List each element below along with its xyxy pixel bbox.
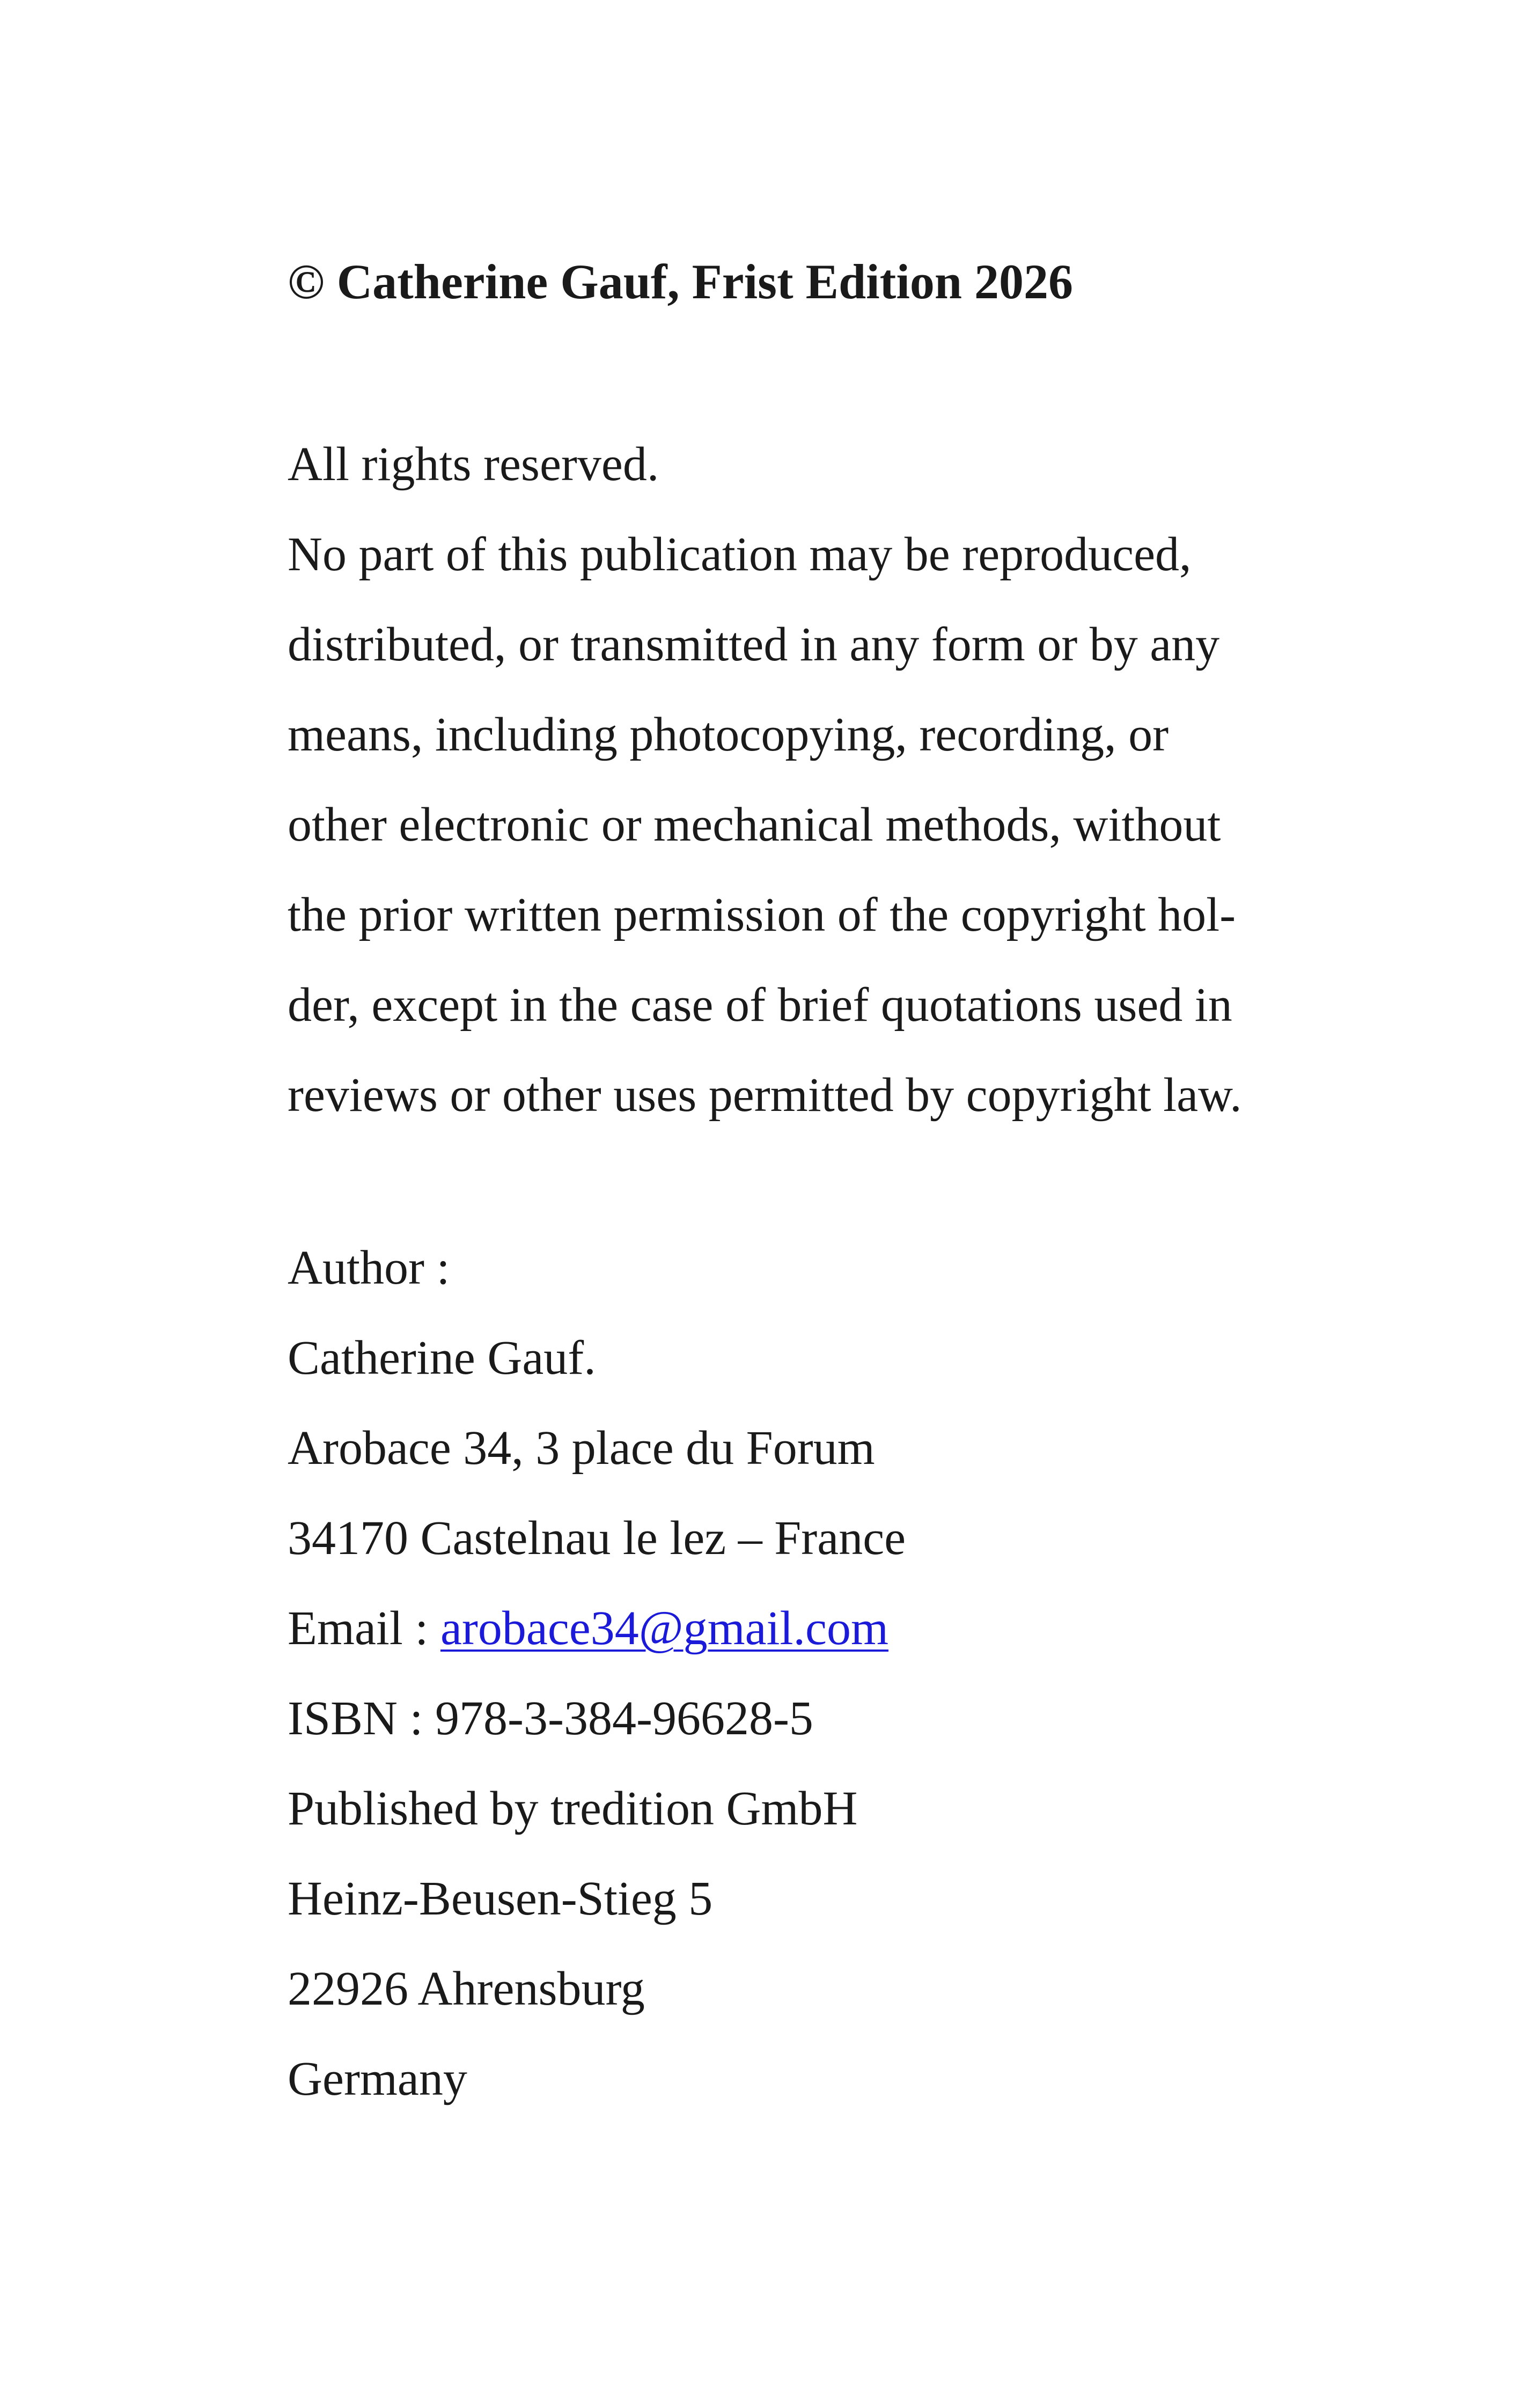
copyright-line: © Catherine Gauf, Frist Edition 2026 [288, 254, 1074, 309]
rights-text-line: reviews or other uses permitted by copyright law. [288, 1069, 1242, 1122]
email-line [288, 1584, 906, 1674]
rights-text-line: the prior written permission of the copyright hol- [288, 888, 1236, 941]
isbn: ISBN : 978-3-384-96628-5 [288, 1692, 813, 1745]
author-address-line: Arobace 34, 3 place du Forum [288, 1422, 875, 1475]
rights-text-line: der, except in the case of brief quotations used in [288, 978, 1232, 1032]
author-name: Catherine Gauf. [288, 1331, 596, 1385]
author-address-line: 34170 Castelnau le lez – France [288, 1512, 906, 1565]
rights-notice [288, 419, 1355, 1140]
rights-text-line: No part of this publication may be reproduced, [288, 528, 1192, 581]
rights-text-line: other electronic or mechanical methods, without [288, 798, 1221, 851]
publisher-name: Published by tredition GmbH [288, 1782, 858, 1835]
rights-heading: All rights reserved. [288, 438, 659, 491]
email-link[interactable]: arobace34@gmail.com [440, 1602, 889, 1655]
publisher-street: Heinz-Beusen-Stieg 5 [288, 1872, 713, 1925]
rights-text-line: distributed, or transmitted in any form or by any [288, 618, 1220, 671]
email-label: Email : [288, 1602, 440, 1655]
publisher-country: Germany [288, 2052, 467, 2105]
author-publisher-info [288, 1223, 906, 2124]
author-label: Author : [288, 1241, 450, 1294]
publisher-city: 22926 Ahrensburg [288, 1962, 645, 2015]
rights-text-line: means, including photocopying, recording, or [288, 708, 1169, 761]
